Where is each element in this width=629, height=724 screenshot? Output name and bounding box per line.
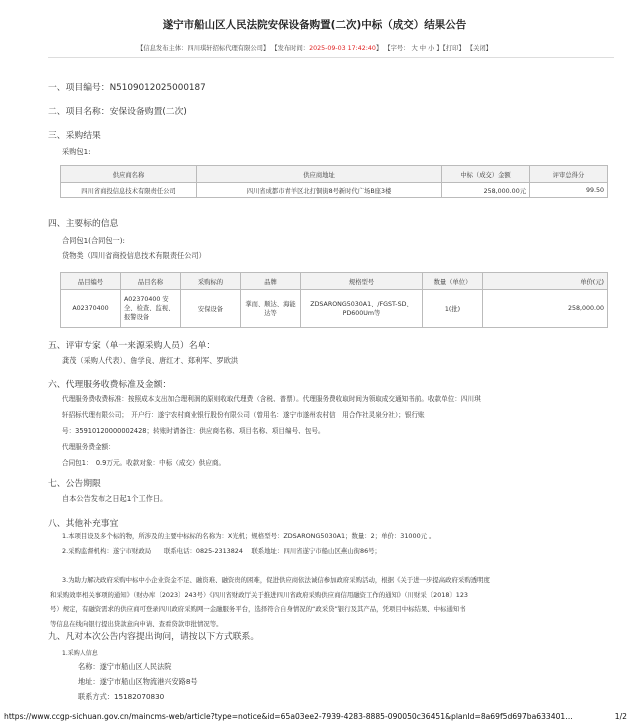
page-url: https://www.ccgp-sichuan.gov.cn/maincms-web/article?type=notice&id=65a03ee2-7939-4283-8885-090050c36451&planId=8a69f5d697ba633401… bbox=[4, 712, 573, 721]
result-header: 评审总得分 bbox=[530, 166, 608, 183]
expert-names: 龚茂（采购人代表）、詹学良、唐红才、郑利军、罗欧洪 bbox=[62, 356, 239, 365]
item-code: A02370400 bbox=[61, 290, 121, 328]
supplementary-info bbox=[62, 529, 610, 558]
agency-fee-amount: 合同包1： 0.9万元。收款对象：中标（成交）供应商。 bbox=[62, 459, 226, 467]
section-6-heading: 六、代理服务收费标准及金额： bbox=[48, 380, 172, 390]
agency-fee-line: 代理服务费收费标准：按照成本支出加合理利润的原则收取代理费（含税、普票）。代理服务费收取时间为领取成交通知书前。收款单位：四川琪 bbox=[62, 395, 481, 403]
announcement-period: 自本公告发布之日起1个工作日。 bbox=[62, 494, 168, 503]
publisher-value: 四川琪轩招标代理有限公司 bbox=[187, 45, 263, 52]
item-quantity: 1(批) bbox=[423, 290, 483, 328]
item-header: 数量（单位） bbox=[423, 273, 483, 290]
item-model: ZDSARONG5030A1、/FGST-SD、PD600Um等 bbox=[301, 290, 423, 328]
supplier-name: 四川省商投信息技术有限责任公司 bbox=[61, 183, 197, 198]
award-amount: 258,000.00元 bbox=[442, 183, 530, 198]
section-4-heading: 四、主要标的信息 bbox=[48, 219, 119, 229]
item-header: 品目名称 bbox=[121, 273, 181, 290]
item-header: 单价(元) bbox=[483, 273, 608, 290]
contract-package-label: 合同包1(合同包一): bbox=[62, 236, 125, 245]
time-end: 】 bbox=[375, 45, 383, 52]
divider bbox=[48, 57, 614, 58]
agency-fee-line: 轩招标代理有限公司； 开户行：遂宁农村商业银行股份有限公司（曾用名：遂宁市遂州农村信 用合作社灵泉分社）；银行账 bbox=[62, 411, 425, 419]
font-small-link[interactable]: 小 bbox=[428, 45, 435, 52]
font-medium-link[interactable]: 中 bbox=[419, 45, 427, 52]
publish-time: 2025-09-03 17:42:40 bbox=[309, 45, 376, 52]
purchase-package-label: 采购包1: bbox=[62, 147, 91, 156]
supplement-line: 号）规定，有融资需求的供应商可登录四川政府采购网一金融服务平台，选择符合自身情况的“政采贷”银行及其产品，凭项目中标结果、中标通知书 bbox=[50, 605, 466, 613]
time-label: 【发布时间： bbox=[271, 45, 310, 52]
print-footer bbox=[0, 711, 629, 724]
result-header: 中标（成交）金额 bbox=[442, 166, 530, 183]
purchaser-info-label: 1.采购人信息 bbox=[62, 650, 98, 657]
item-target: 安保设备 bbox=[181, 290, 241, 328]
project-number: 一、项目编号：N5109012025000187 bbox=[48, 83, 206, 93]
review-score: 99.50 bbox=[530, 183, 608, 198]
financing-info bbox=[50, 573, 610, 631]
result-header: 供应商名称 bbox=[61, 166, 197, 183]
font-large-link[interactable]: 大 bbox=[411, 45, 418, 52]
font-size-label: 【字号： bbox=[384, 45, 410, 52]
publisher-end: 】 bbox=[262, 45, 270, 52]
page-number: 1/2 bbox=[614, 712, 627, 721]
supplement-line: 3.为助力解决政府采购中标中小企业资金不足、融资难、融资贵的困难，促进供应商依法诚信参加政府采购活动，根据《关于进一步提高政府采购透明度 bbox=[62, 576, 490, 584]
meta-bar bbox=[0, 43, 629, 52]
page-title: 遂宁市船山区人民法院安保设备购置(二次)中标（成交）结果公告 bbox=[162, 19, 467, 31]
item-header: 采购标的 bbox=[181, 273, 241, 290]
item-brand: 掌而、顺达、海能达等 bbox=[241, 290, 301, 328]
agency-fee-amount-label: 代理服务费金额： bbox=[62, 443, 115, 451]
result-table bbox=[60, 165, 608, 198]
project-name: 二、项目名称：安保设备购置(二次) bbox=[48, 107, 187, 117]
publisher-label: 【信息发布主体： bbox=[137, 45, 188, 52]
supplement-line: 等信息在线向银行提出贷款意向申请、查看贷款审批情况等。 bbox=[50, 619, 223, 628]
goods-category: 货物类（四川省商投信息技术有限责任公司） bbox=[62, 251, 206, 260]
section-5-heading: 五、评审专家（单一来源采购人员）名单： bbox=[48, 341, 216, 351]
supplement-line: 2.采购监督机构：遂宁市财政局 联系电话：0825-2313824 联系地址：四川省遂宁市船山区燕山街86号； bbox=[62, 546, 381, 555]
item-unit-price: 258,000.00 bbox=[483, 290, 608, 328]
purchaser-address: 地址：遂宁市船山区物流港兴安路8号 bbox=[78, 677, 198, 686]
item-name: A02370400 安全、检查、监视、报警设备 bbox=[121, 290, 181, 328]
item-header: 品目编号 bbox=[61, 273, 121, 290]
section-7-heading: 七、公告期限 bbox=[48, 479, 101, 489]
result-header: 供应商地址 bbox=[197, 166, 442, 183]
section-3-heading: 三、采购结果 bbox=[48, 131, 101, 141]
section-9-heading: 九、凡对本次公告内容提出询问，请按以下方式联系。 bbox=[48, 632, 260, 642]
item-header: 品牌 bbox=[241, 273, 301, 290]
print-link[interactable]: 【打印】 bbox=[442, 45, 465, 52]
agency-fee-line: 号：35910120000002428；转账时请备注：供应商名称、项目名称、项目编号、包号。 bbox=[62, 427, 325, 435]
agency-fee-standard bbox=[62, 391, 610, 471]
section-8-heading: 八、其他补充事宜 bbox=[48, 519, 119, 529]
close-link[interactable]: 【关闭】 bbox=[466, 45, 492, 52]
purchaser-name: 名称：遂宁市船山区人民法院 bbox=[78, 662, 172, 671]
purchaser-phone: 联系方式：15182070830 bbox=[78, 692, 165, 701]
supplier-address: 四川省成都市青羊区北打铜街8号新时代广场B座3楼 bbox=[197, 183, 442, 198]
item-header: 规格型号 bbox=[301, 273, 423, 290]
supplement-line: 和采购效率相关事项的通知》（财办库〔2023〕243号）《四川省财政厅关于推进四川省政府采购供应商信用融资工作的通知》（川财采〔2018〕123 bbox=[50, 590, 468, 599]
item-table bbox=[60, 272, 608, 328]
font-size-end: 】 bbox=[436, 45, 443, 52]
supplement-line: 1.本项目设及多个标的物，所涉及的主要中标标的名称为：X光机；规格型号：ZDSARONG5030A1；数量：2；单价：31000元 。 bbox=[62, 532, 436, 540]
